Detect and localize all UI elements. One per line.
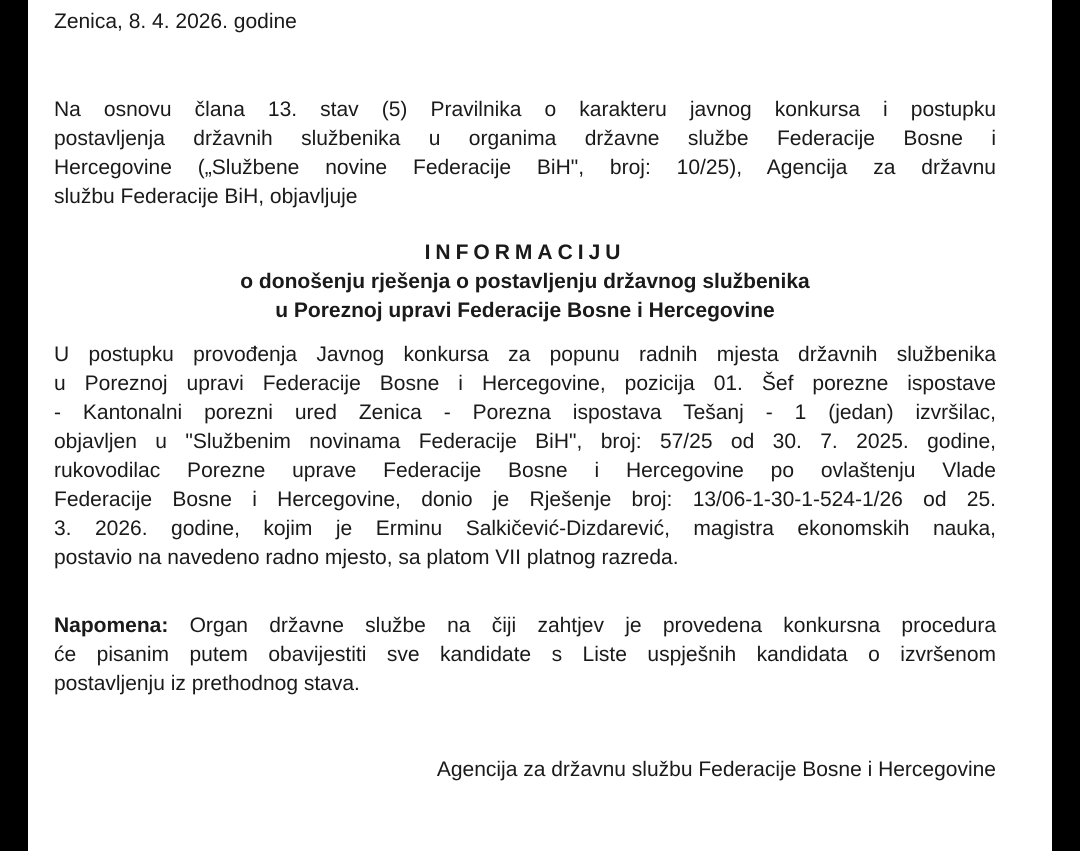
note-first-line	[54, 611, 996, 640]
intro-line: postavljenja državnih službenika u organima državne službe Federacije Bosne i	[54, 127, 996, 150]
signature: Agencija za državnu službu Federacije Bosne i Hercegovine	[436, 758, 996, 781]
note-line: postavljenju iz prethodnog stava.	[54, 672, 360, 695]
body-line: U postupku provođenja Javnog konkursa za popunu radnih mjesta državnih službenika	[54, 343, 996, 366]
intro-line: Na osnovu člana 13. stav (5) Pravilnika o karakteru javnog konkursa i postupku	[54, 98, 996, 121]
body-line: rukovodilac Porezne uprave Federacije Bosne i Hercegovine po ovlaštenju Vlade	[54, 459, 996, 482]
date-line: Zenica, 8. 4. 2026. godine	[54, 10, 297, 33]
right-border	[1052, 0, 1080, 851]
body-line: u Poreznoj upravi Federacije Bosne i Hercegovine, pozicija 01. Šef porezne ispostave	[54, 372, 996, 395]
title-main: INFORMACIJU	[424, 241, 626, 264]
note-line: će pisanim putem obavijestiti sve kandidate s Liste uspješnih kandidata o izvršenom	[54, 643, 996, 666]
title-subtitle: u Poreznoj upravi Federacije Bosne i Hercegovine	[275, 299, 775, 322]
body-line: - Kantonalni porezni ured Zenica - Porezna ispostava Tešanj - 1 (jedan) izvršilac,	[54, 401, 996, 424]
note-text: Organ državne službe na čiji zahtjev je provedena konkursna procedura	[168, 614, 996, 637]
body-line: 3. 2026. godine, kojim je Erminu Salkičević-Dizdarević, magistra ekonomskih nauka,	[54, 517, 996, 540]
intro-line: službu Federacije BiH, objavljuje	[54, 185, 358, 208]
intro-paragraph	[54, 95, 996, 211]
intro-line: Hercegovine („Službene novine Federacije BiH", broj: 10/25), Agencija za državnu	[54, 156, 996, 179]
document-page	[28, 0, 1052, 851]
body-line: objavljen u "Službenim novinama Federacije BiH", broj: 57/25 od 30. 7. 2025. godine,	[54, 430, 996, 453]
note-paragraph	[54, 611, 996, 698]
body-paragraph	[54, 340, 996, 572]
body-line: postavio na navedeno radno mjesto, sa platom VII platnog razreda.	[54, 546, 679, 569]
title-subtitle: o donošenju rješenja o postavljenju državnog službenika	[240, 270, 810, 293]
body-line: Federacije Bosne i Hercegovine, donio je Rješenje broj: 13/06-1-30-1-524-1/26 od 25.	[54, 488, 996, 511]
note-label: Napomena:	[54, 614, 169, 637]
document-title	[54, 238, 996, 325]
